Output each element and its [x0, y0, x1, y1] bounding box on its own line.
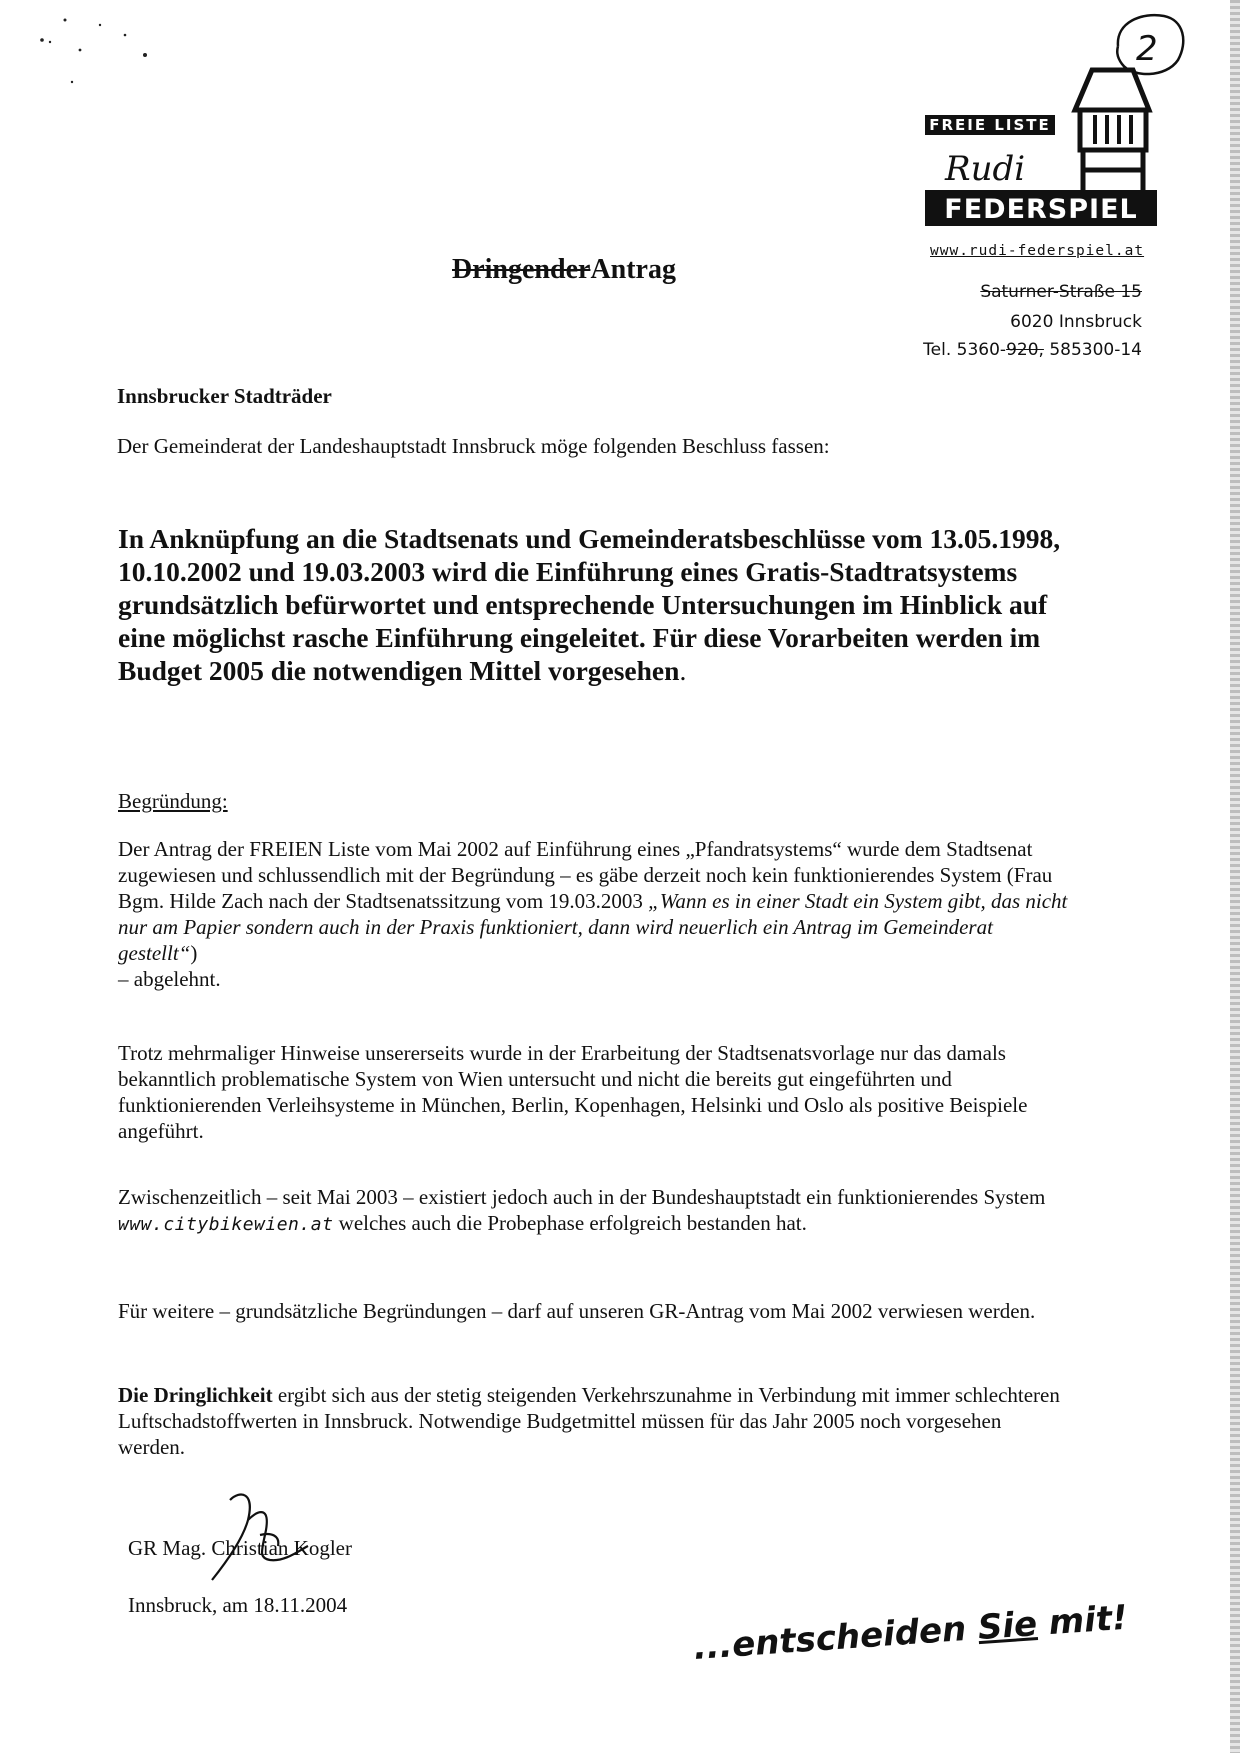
slogan-underlined: Sie	[976, 1604, 1039, 1649]
motion-tail: .	[679, 655, 687, 686]
reasoning-paragraph-2: Trotz mehrmaliger Hinweise unsererseits wurde in der Erarbeitung der Stadtsenatsvorlage nur das damals bekanntlich problematische System von Wien untersucht und nicht die bereits gut eingeführten und funktionierenden Verleihsysteme in München, Berlin, Kopenhagen, Helsinki und Oslo als positive Beispiele angeführt.	[118, 1041, 1028, 1143]
tower-icon	[1075, 70, 1149, 190]
title-word: Antrag	[590, 254, 676, 285]
letterhead-telephone	[923, 340, 1142, 360]
slogan-pre: ...entscheiden	[692, 1608, 980, 1668]
page-number: 2	[1136, 29, 1158, 69]
p1-quote: „Wann es in einer Stadt ein System gibt, das nicht nur am Papier sondern auch in der Praxis funktioniert, dann wird neuerlich ein Antrag im Gemeinderat gestellt“	[118, 889, 1068, 965]
p1-text: Der Antrag der FREIEN Liste vom Mai 2002 auf Einführung eines „Pfandratsystems“ wurde dem Stadtsenat zugewiesen und schlussendlich mit der Begründung – es gäbe derzeit noch kein funktionierendes System (Frau Bgm. Hilde Zach nach der Stadtsenatssitzung vom 19.03.2003	[118, 837, 1053, 913]
scan-edge	[1230, 0, 1240, 1753]
motion-text	[118, 522, 1078, 687]
title-struck-word: Dringender	[452, 254, 591, 285]
p3-rest: welches auch die Probephase erfolgreich bestanden hat.	[333, 1211, 807, 1235]
p5-bold: Die Dringlichkeit	[118, 1383, 273, 1407]
handwritten-url: www.citybikewien.at	[118, 1214, 334, 1235]
reasoning-paragraph-4: Für weitere – grundsätzliche Begründungen – darf auf unseren GR-Antrag vom Mai 2002 verwiesen werden.	[118, 1299, 1036, 1323]
document-title	[452, 254, 676, 286]
logo-surname: FEDERSPIEL	[944, 194, 1138, 225]
slogan-post: mit!	[1035, 1597, 1129, 1644]
reasoning-paragraph-3	[118, 1184, 1073, 1238]
signature-scribble	[200, 1480, 310, 1585]
letterhead-website[interactable]: www.rudi-federspiel.at	[930, 243, 1145, 259]
tel-struck: 920,	[1006, 340, 1044, 360]
intro-line: Der Gemeinderat der Landeshauptstadt Innsbruck möge folgenden Beschluss fassen:	[117, 434, 830, 458]
tel-new: 585300-14	[1043, 340, 1142, 360]
signer-name: GR Mag. Christian Kogler	[128, 1536, 352, 1560]
tel-prefix: Tel. 5360-	[923, 340, 1007, 360]
addressee: Innsbrucker Stadträder	[117, 384, 332, 408]
logo-script-name: Rudi	[945, 149, 1026, 189]
logo-top-label: FREIE LISTE	[929, 116, 1051, 134]
p5-rest: ergibt sich aus der stetig steigenden Verkehrszunahme in Verbindung mit immer schlechteren Luftschadstoffwerten in Innsbruck. Notwendige Budgetmittel müssen für das Jahr 2005 noch vorgesehen werden.	[118, 1383, 1060, 1459]
reasoning-paragraph-5	[118, 1382, 1073, 1460]
reasoning-paragraph-1	[118, 836, 1073, 992]
letterhead-street-struck: Saturner-Straße 15	[980, 282, 1142, 302]
p3-text: Zwischenzeitlich – seit Mai 2003 – existiert jedoch auch in der Bundeshauptstadt ein funktionierendes System	[118, 1185, 1046, 1209]
motion-body: In Anknüpfung an die Stadtsenats und Gemeinderatsbeschlüsse vom 13.05.1998, 10.10.2002 und 19.03.2003 wird die Einführung eines Gratis-Stadtratsystems grundsätzlich befürwortet und entsprechende Untersuchungen im Hinblick auf eine möglichst rasche Einführung eingeleitet. Für diese Vorarbeiten werden im Budget 2005 die notwendigen Mittel vorgesehen	[118, 523, 1061, 686]
freie-liste-logo	[925, 60, 1157, 240]
place-date: Innsbruck, am 18.11.2004	[128, 1593, 348, 1617]
letterhead-city: 6020 Innsbruck	[1010, 312, 1142, 332]
p1-verdict: – abgelehnt.	[118, 967, 221, 991]
scan-specks	[30, 10, 160, 90]
reasoning-heading: Begründung:	[118, 789, 228, 813]
p1-close: )	[190, 941, 198, 965]
slogan	[692, 1598, 1129, 1668]
